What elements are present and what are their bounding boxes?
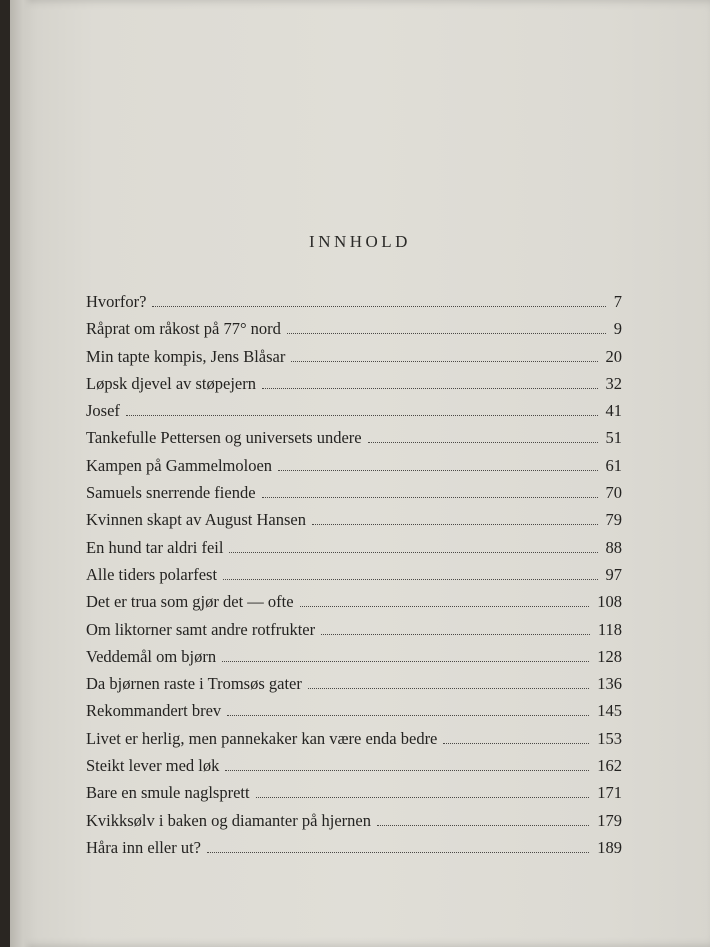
toc-entry-page: 153 — [597, 728, 622, 748]
toc-entry — [86, 620, 622, 647]
toc-entry-page: 51 — [605, 428, 622, 448]
dot-leader — [443, 743, 589, 744]
toc-entry-page: 32 — [605, 373, 622, 393]
toc-entry-title: En hund tar aldri feil — [86, 537, 224, 557]
dot-leader — [227, 715, 589, 716]
toc-entry-title: Hvorfor? — [86, 292, 147, 311]
dot-leader — [229, 552, 597, 553]
toc-entry — [86, 374, 622, 401]
dot-leader — [256, 797, 590, 798]
toc-entry-title: Råprat om råkost på 77° nord — [86, 319, 281, 339]
toc-entry-page: 108 — [597, 592, 622, 612]
table-of-contents — [86, 292, 622, 865]
toc-entry-title: Samuels snerrende fiende — [86, 483, 256, 503]
toc-entry-title: Håra inn eller ut? — [86, 837, 201, 857]
page-gutter — [10, 0, 32, 947]
dot-leader — [291, 361, 597, 362]
dot-leader — [207, 852, 589, 853]
toc-entry-title: Josef — [86, 401, 120, 421]
dot-leader — [312, 524, 598, 525]
toc-entry — [86, 701, 622, 728]
toc-entry-title: Alle tiders polarfest — [86, 564, 218, 584]
dot-leader — [126, 415, 598, 416]
toc-entry — [86, 729, 622, 756]
toc-entry-title: Tankefulle Pettersen og universets undere — [86, 428, 362, 448]
toc-entry-page: 128 — [597, 646, 622, 666]
dot-leader — [152, 306, 605, 307]
dot-leader — [223, 579, 597, 580]
toc-entry — [86, 428, 622, 455]
toc-entry — [86, 838, 622, 865]
toc-entry-title: Kampen på Gammelmoloen — [86, 455, 273, 475]
toc-entry-page: 97 — [605, 564, 622, 584]
toc-entry-page: 171 — [597, 783, 622, 803]
toc-entry-title: Det er trua som gjør det — ofte — [86, 592, 294, 612]
toc-entry-title: Kvikksølv i baken og diamanter på hjernen — [86, 810, 372, 830]
dot-leader — [222, 661, 589, 662]
dot-leader — [262, 497, 598, 498]
toc-entry — [86, 292, 622, 319]
dot-leader — [287, 333, 606, 334]
toc-entry-page: 9 — [613, 319, 622, 339]
dot-leader — [262, 388, 598, 389]
toc-entry — [86, 347, 622, 374]
toc-entry — [86, 565, 622, 592]
dot-leader — [225, 770, 589, 771]
toc-entry-page: 179 — [597, 810, 622, 830]
toc-entry-title: Da bjørnen raste i Tromsøs gater — [86, 674, 302, 694]
toc-entry-title: Veddemål om bjørn — [86, 646, 217, 666]
toc-entry-title: Rekommandert brev — [86, 701, 222, 721]
dot-leader — [321, 634, 590, 635]
dot-leader — [300, 606, 590, 607]
toc-entry-title: Bare en smule naglsprett — [86, 783, 250, 803]
toc-entry — [86, 483, 622, 510]
toc-entry-page: 70 — [605, 483, 622, 503]
toc-entry — [86, 510, 622, 537]
toc-entry-page: 136 — [597, 674, 622, 694]
toc-entry-title: Løpsk djevel av støpejern — [86, 373, 256, 393]
toc-entry-title: Livet er herlig, men pannekaker kan være enda bedre — [86, 728, 438, 748]
dot-leader — [278, 470, 597, 471]
toc-entry-title: Steikt lever med løk — [86, 756, 220, 776]
dot-leader — [308, 688, 589, 689]
toc-entry-title: Min tapte kompis, Jens Blåsar — [86, 346, 286, 366]
toc-entry-page: 7 — [613, 292, 622, 311]
toc-entry-title: Kvinnen skapt av August Hansen — [86, 510, 306, 530]
toc-entry-page: 79 — [605, 510, 622, 530]
toc-entry — [86, 811, 622, 838]
toc-entry-page: 162 — [597, 756, 622, 776]
toc-entry-page: 41 — [605, 401, 622, 421]
toc-entry — [86, 756, 622, 783]
toc-entry — [86, 783, 622, 810]
page-title: INNHOLD — [309, 232, 411, 251]
toc-entry — [86, 538, 622, 565]
toc-entry — [86, 319, 622, 346]
toc-entry — [86, 456, 622, 483]
toc-entry — [86, 674, 622, 701]
toc-entry-page: 189 — [597, 837, 622, 857]
book-page — [10, 0, 710, 947]
toc-entry-page: 61 — [605, 455, 622, 475]
toc-entry — [86, 592, 622, 619]
toc-entry-page: 88 — [605, 537, 622, 557]
toc-entry-page: 118 — [597, 619, 622, 639]
toc-entry — [86, 401, 622, 428]
toc-entry — [86, 647, 622, 674]
dot-leader — [377, 825, 589, 826]
toc-entry-page: 20 — [605, 346, 622, 366]
toc-entry-title: Om liktorner samt andre rotfrukter — [86, 619, 316, 639]
toc-entry-page: 145 — [597, 701, 622, 721]
dot-leader — [368, 442, 598, 443]
